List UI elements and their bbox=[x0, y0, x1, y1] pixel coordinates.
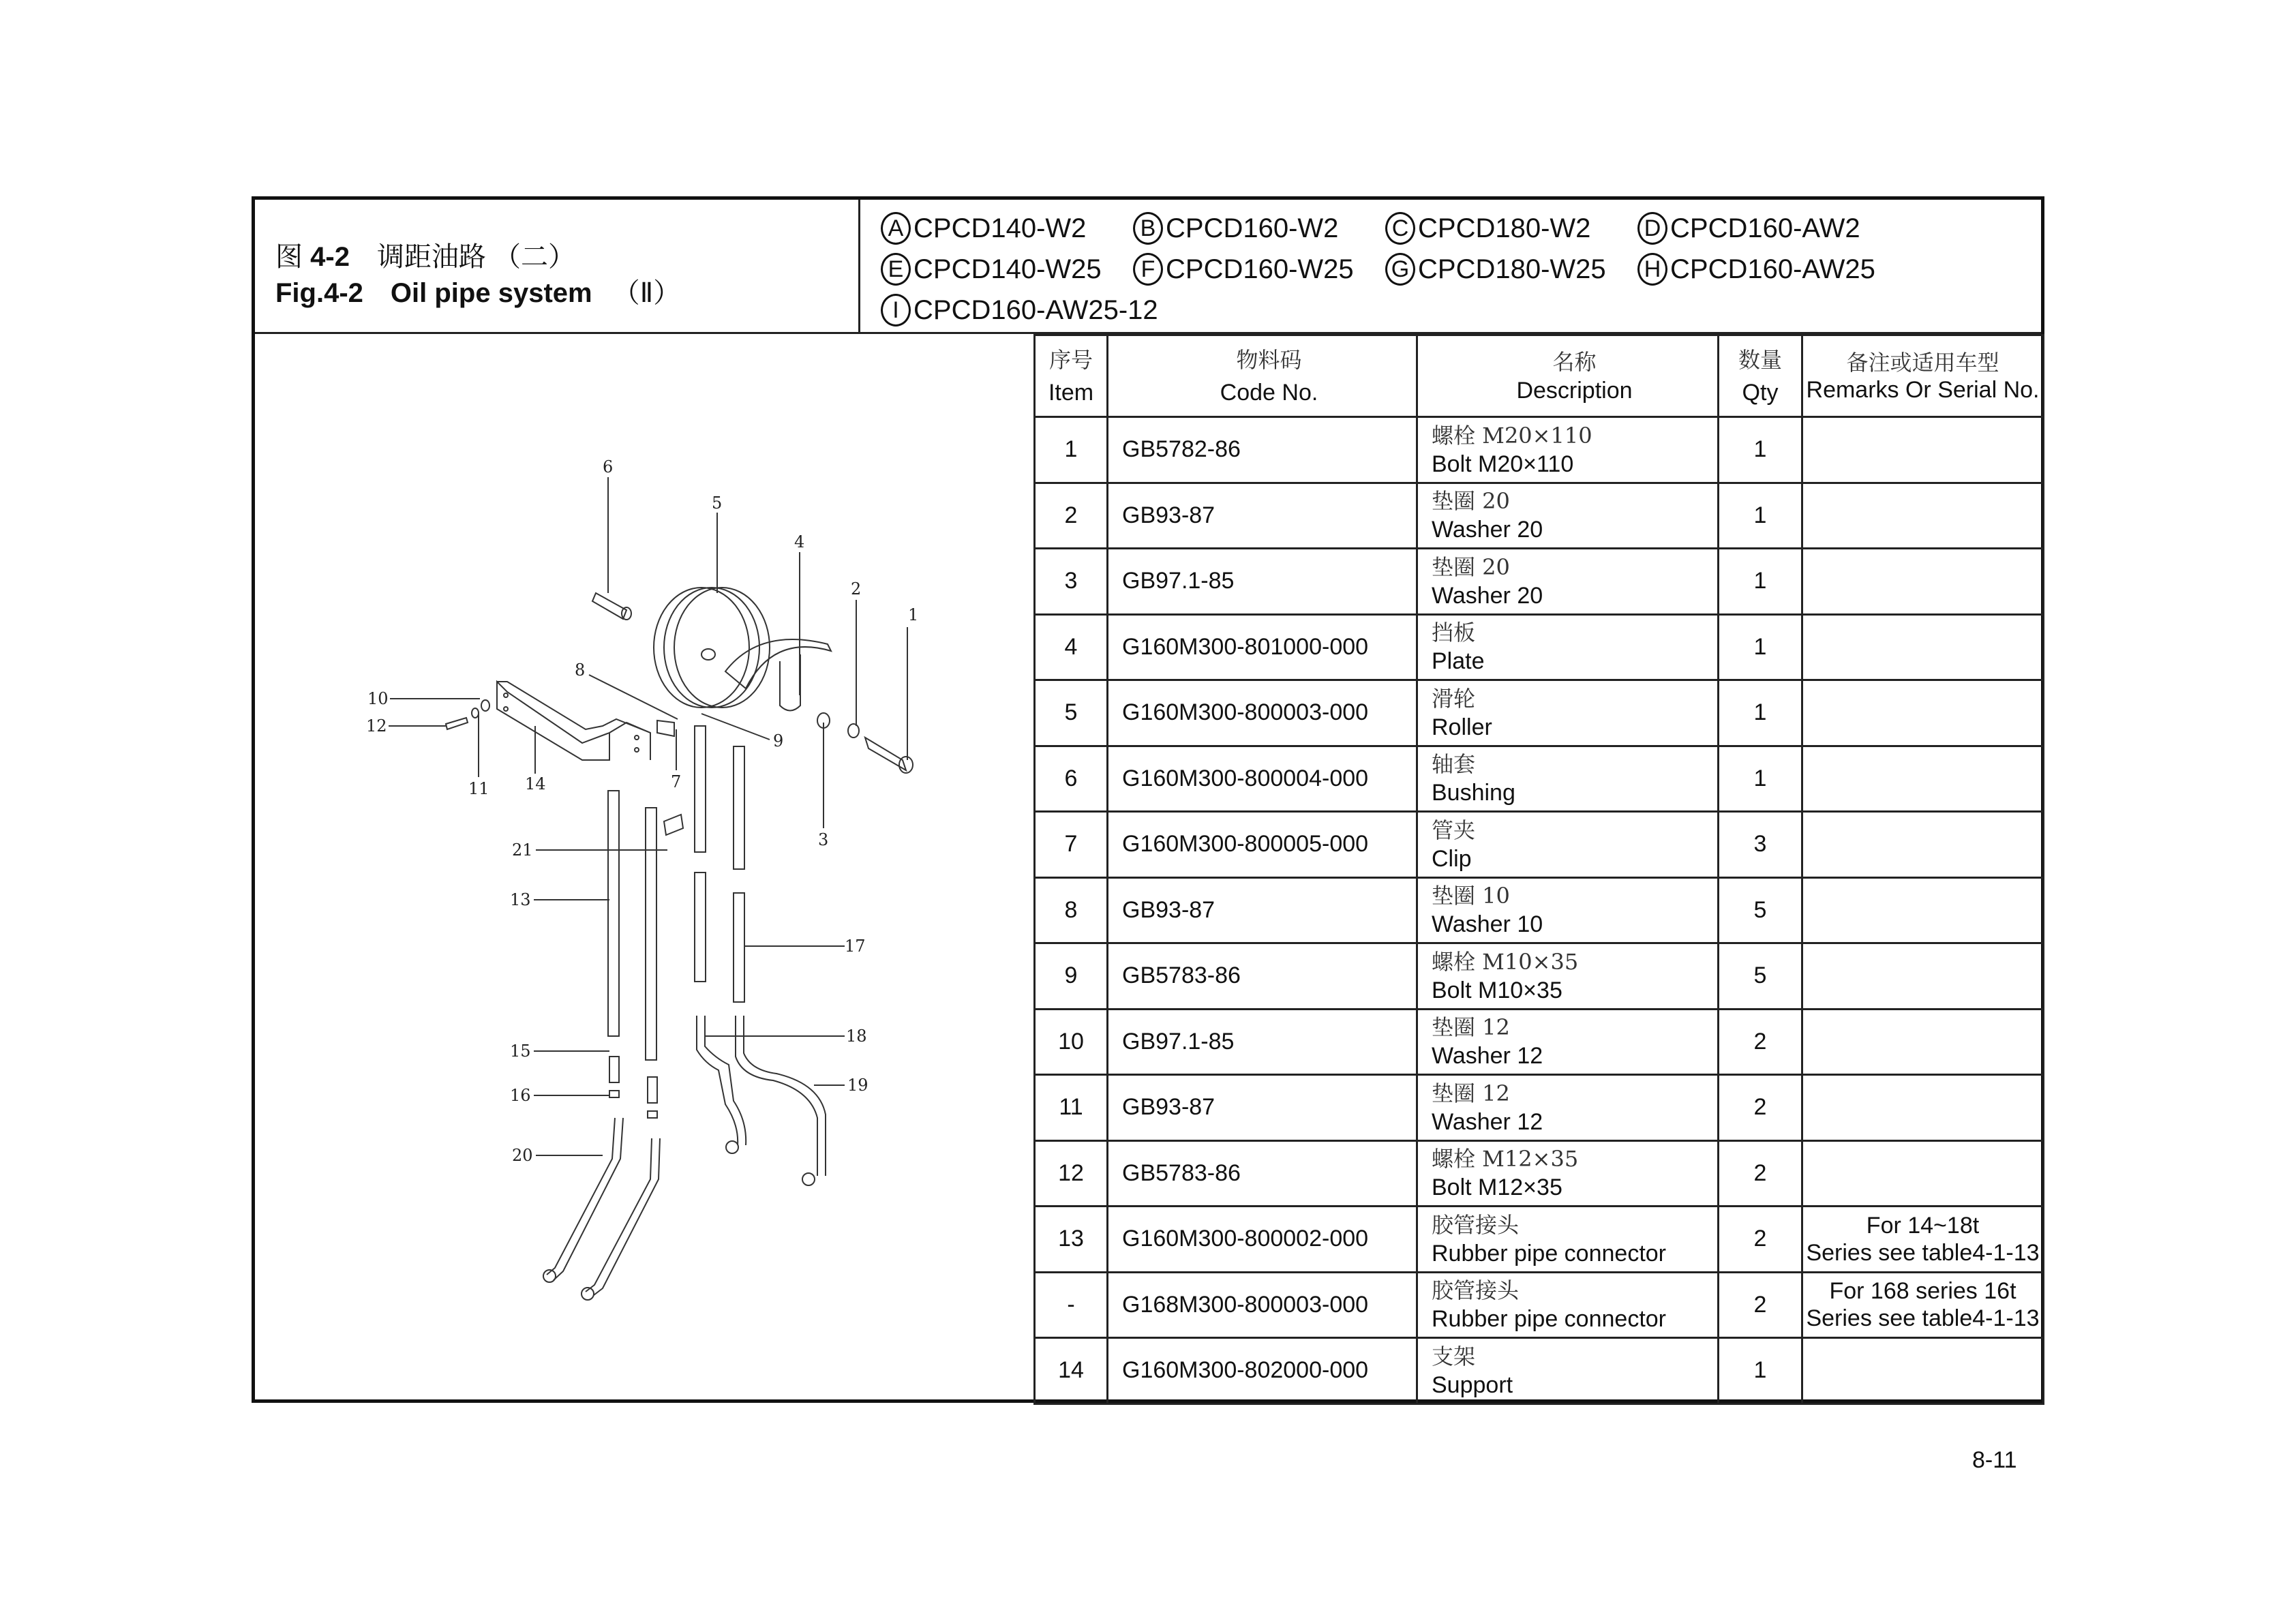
callout-11: 11 bbox=[468, 779, 489, 798]
cell-code: GB93-87 bbox=[1108, 1075, 1417, 1141]
plate-part bbox=[725, 639, 831, 710]
model-name: CPCD160-W25 bbox=[1166, 254, 1354, 284]
cell-remarks bbox=[1802, 1272, 2044, 1338]
callout-2: 2 bbox=[851, 579, 862, 598]
table-row bbox=[1035, 1272, 2044, 1338]
figure-title-cn bbox=[275, 235, 575, 274]
model-g bbox=[1385, 253, 1606, 286]
model-i bbox=[881, 294, 1158, 327]
description-cn: 挡板 bbox=[1432, 620, 1476, 646]
callout-16: 16 bbox=[510, 1086, 531, 1105]
parts-table bbox=[1033, 334, 2044, 1405]
cell-remarks bbox=[1802, 614, 2044, 680]
description-en: Bolt M20×110 bbox=[1432, 451, 1574, 477]
model-name: CPCD140-W25 bbox=[913, 254, 1102, 284]
callout-18: 18 bbox=[846, 1027, 867, 1046]
description-en: Washer 12 bbox=[1432, 1108, 1543, 1135]
cell-qty: 1 bbox=[1719, 417, 1802, 483]
circled-letter-icon: A bbox=[881, 212, 911, 245]
callout-14: 14 bbox=[525, 774, 546, 793]
cell-code: G160M300-802000-000 bbox=[1108, 1338, 1417, 1404]
remarks-line-2: Series see table4-1-13 bbox=[1806, 1305, 2040, 1332]
description-en: Plate bbox=[1432, 648, 1485, 675]
cell-description bbox=[1417, 812, 1719, 878]
cell-qty: 2 bbox=[1719, 1075, 1802, 1141]
bushing-part bbox=[592, 593, 631, 620]
cell-qty: 1 bbox=[1719, 1338, 1802, 1404]
cell-item: 4 bbox=[1035, 614, 1108, 680]
callout-6: 6 bbox=[603, 457, 614, 476]
cell-code: GB5782-86 bbox=[1108, 417, 1417, 483]
model-name: CPCD140-W2 bbox=[913, 213, 1087, 243]
cell-code: GB93-87 bbox=[1108, 483, 1417, 549]
cell-qty: 1 bbox=[1719, 680, 1802, 746]
oil-pipes bbox=[543, 726, 829, 1300]
cell-description bbox=[1417, 1207, 1719, 1273]
description-cn: 垫圈 12 bbox=[1432, 1014, 1510, 1041]
description-cn: 支架 bbox=[1432, 1343, 1476, 1369]
table-row bbox=[1035, 680, 2044, 746]
description-en: Washer 12 bbox=[1432, 1043, 1543, 1070]
cell-item: 7 bbox=[1035, 812, 1108, 878]
figure-en-prefix: Fig.4-2 bbox=[275, 278, 363, 308]
remarks-line-2: Series see table4-1-13 bbox=[1806, 1239, 2040, 1266]
description-cn: 垫圈 20 bbox=[1432, 553, 1510, 580]
description-en: Bolt M12×35 bbox=[1432, 1174, 1562, 1201]
cell-description bbox=[1417, 746, 1719, 812]
callout-13: 13 bbox=[510, 890, 531, 909]
cell-description bbox=[1417, 1075, 1719, 1141]
cell-remarks bbox=[1802, 417, 2044, 483]
model-f bbox=[1133, 253, 1354, 286]
page-number: 8-11 bbox=[1972, 1447, 2017, 1473]
figure-en-title: Oil pipe system bbox=[390, 278, 592, 308]
cell-description bbox=[1417, 417, 1719, 483]
cell-qty: 2 bbox=[1719, 1140, 1802, 1207]
description-en: Rubber pipe connector bbox=[1432, 1306, 1667, 1333]
description-cn: 垫圈 12 bbox=[1432, 1080, 1510, 1106]
figure-cn-prefix: 图 bbox=[275, 242, 311, 272]
description-en: Support bbox=[1432, 1371, 1513, 1398]
callout-19: 19 bbox=[847, 1076, 868, 1095]
figure-en-suffix: （Ⅱ） bbox=[612, 278, 681, 308]
model-name: CPCD160-AW25-12 bbox=[913, 294, 1158, 325]
table-row bbox=[1035, 483, 2044, 549]
callout-10: 10 bbox=[367, 689, 389, 708]
table-row bbox=[1035, 1338, 2044, 1404]
header-code-cn: 物料码 bbox=[1236, 346, 1302, 373]
cell-qty: 1 bbox=[1719, 549, 1802, 615]
description-cn: 螺栓 M20×110 bbox=[1432, 422, 1592, 449]
cell-code: GB93-87 bbox=[1108, 877, 1417, 943]
header-description bbox=[1417, 335, 1719, 417]
model-c bbox=[1385, 212, 1590, 245]
circled-letter-icon: E bbox=[881, 253, 911, 286]
cell-item: - bbox=[1035, 1272, 1108, 1338]
table-row bbox=[1035, 1207, 2044, 1273]
header-qty-cn: 数量 bbox=[1738, 346, 1782, 373]
cell-remarks bbox=[1802, 746, 2044, 812]
table-row bbox=[1035, 1009, 2044, 1075]
header-code-en: Code No. bbox=[1220, 379, 1318, 406]
cell-qty: 1 bbox=[1719, 746, 1802, 812]
circled-letter-icon: F bbox=[1133, 253, 1163, 286]
model-e bbox=[881, 253, 1102, 286]
header-item-en: Item bbox=[1048, 379, 1094, 406]
callout-5: 5 bbox=[712, 494, 723, 513]
circled-letter-icon: D bbox=[1637, 212, 1667, 245]
cell-remarks bbox=[1802, 812, 2044, 878]
description-cn: 滑轮 bbox=[1432, 685, 1476, 712]
circled-letter-icon: C bbox=[1385, 212, 1415, 245]
figure-title-en bbox=[275, 271, 680, 310]
callout-3: 3 bbox=[818, 830, 829, 849]
description-cn: 胶管接头 bbox=[1432, 1211, 1520, 1238]
cell-code: G168M300-800003-000 bbox=[1108, 1272, 1417, 1338]
cell-qty: 5 bbox=[1719, 943, 1802, 1010]
cell-remarks bbox=[1802, 483, 2044, 549]
circled-letter-icon: B bbox=[1133, 212, 1163, 245]
clip-part bbox=[657, 721, 674, 736]
table-row bbox=[1035, 812, 2044, 878]
cell-code: GB97.1-85 bbox=[1108, 549, 1417, 615]
cell-remarks bbox=[1802, 1140, 2044, 1207]
cell-code: G160M300-800005-000 bbox=[1108, 812, 1417, 878]
cell-item: 2 bbox=[1035, 483, 1108, 549]
table-header-row bbox=[1035, 335, 2044, 417]
table-row bbox=[1035, 746, 2044, 812]
model-name: CPCD160-AW2 bbox=[1670, 213, 1860, 243]
description-cn: 管夹 bbox=[1432, 817, 1476, 843]
model-name: CPCD160-W2 bbox=[1166, 213, 1339, 243]
header-desc-en: Description bbox=[1516, 377, 1633, 404]
figure-cn-number: 4-2 bbox=[310, 242, 350, 272]
callout-4: 4 bbox=[794, 532, 805, 551]
cell-code: G160M300-800002-000 bbox=[1108, 1207, 1417, 1273]
cell-description bbox=[1417, 549, 1719, 615]
cell-item: 14 bbox=[1035, 1338, 1108, 1404]
description-en: Bushing bbox=[1432, 780, 1515, 806]
header-qty bbox=[1719, 335, 1802, 417]
header-remarks-en: Remarks Or Serial No. bbox=[1806, 376, 2040, 403]
model-name: CPCD180-W2 bbox=[1418, 213, 1591, 243]
cell-remarks bbox=[1802, 1338, 2044, 1404]
cell-description bbox=[1417, 1140, 1719, 1207]
cell-description bbox=[1417, 483, 1719, 549]
cell-item: 1 bbox=[1035, 417, 1108, 483]
description-en: Clip bbox=[1432, 845, 1472, 872]
header-item-cn: 序号 bbox=[1048, 346, 1093, 373]
model-a bbox=[881, 212, 1086, 245]
support-bracket bbox=[446, 682, 650, 760]
cell-item: 13 bbox=[1035, 1207, 1108, 1273]
callout-numbers bbox=[366, 457, 918, 1165]
callout-20: 20 bbox=[512, 1146, 533, 1165]
cell-description bbox=[1417, 1272, 1719, 1338]
cell-code: G160M300-800004-000 bbox=[1108, 746, 1417, 812]
description-cn: 垫圈 20 bbox=[1432, 488, 1510, 515]
cell-remarks bbox=[1802, 877, 2044, 943]
description-cn: 胶管接头 bbox=[1432, 1277, 1520, 1304]
cell-remarks bbox=[1802, 549, 2044, 615]
exploded-view-drawing bbox=[255, 334, 1036, 1399]
cell-description bbox=[1417, 877, 1719, 943]
cell-qty: 2 bbox=[1719, 1207, 1802, 1273]
roller-part bbox=[654, 588, 770, 708]
table-row bbox=[1035, 877, 2044, 943]
description-en: Bolt M10×35 bbox=[1432, 977, 1562, 1003]
bolt-and-washers bbox=[817, 713, 913, 773]
header-code bbox=[1108, 335, 1417, 417]
cell-qty: 3 bbox=[1719, 812, 1802, 878]
cell-item: 3 bbox=[1035, 549, 1108, 615]
cell-description bbox=[1417, 614, 1719, 680]
table-row bbox=[1035, 549, 2044, 615]
description-en: Washer 20 bbox=[1432, 582, 1543, 609]
header-remarks-cn: 备注或适用车型 bbox=[1846, 349, 1999, 376]
cell-qty: 1 bbox=[1719, 483, 1802, 549]
parts-sheet-frame bbox=[252, 196, 2044, 1403]
figure-cn-title: 调距油路 （二） bbox=[376, 242, 576, 272]
cell-description bbox=[1417, 680, 1719, 746]
remarks-line-1: For 168 series 16t bbox=[1829, 1278, 2016, 1305]
cell-description bbox=[1417, 1009, 1719, 1075]
table-row bbox=[1035, 417, 2044, 483]
description-cn: 垫圈 10 bbox=[1432, 883, 1510, 909]
table-row bbox=[1035, 943, 2044, 1010]
cell-qty: 2 bbox=[1719, 1272, 1802, 1338]
table-row bbox=[1035, 1075, 2044, 1141]
callout-9: 9 bbox=[773, 731, 784, 750]
oil-pipe-exploded-diagram bbox=[255, 334, 1033, 1403]
cell-code: G160M300-800003-000 bbox=[1108, 680, 1417, 746]
circled-letter-icon: G bbox=[1385, 253, 1415, 286]
cell-item: 12 bbox=[1035, 1140, 1108, 1207]
cell-qty: 5 bbox=[1719, 877, 1802, 943]
description-cn: 螺栓 M12×35 bbox=[1432, 1146, 1579, 1172]
table-row bbox=[1035, 614, 2044, 680]
description-en: Roller bbox=[1432, 714, 1492, 740]
callout-12: 12 bbox=[366, 716, 387, 735]
callout-17: 17 bbox=[845, 937, 866, 956]
circled-letter-icon: I bbox=[881, 294, 911, 327]
cell-item: 10 bbox=[1035, 1009, 1108, 1075]
header-item bbox=[1035, 335, 1108, 417]
cell-code: GB5783-86 bbox=[1108, 943, 1417, 1010]
cell-remarks bbox=[1802, 1009, 2044, 1075]
cell-remarks bbox=[1802, 943, 2044, 1010]
callout-7: 7 bbox=[671, 772, 682, 791]
cell-qty: 1 bbox=[1719, 614, 1802, 680]
cell-remarks bbox=[1802, 680, 2044, 746]
model-name: CPCD160-AW25 bbox=[1670, 254, 1875, 284]
callout-8: 8 bbox=[575, 661, 586, 680]
callout-1: 1 bbox=[908, 605, 919, 624]
model-name: CPCD180-W25 bbox=[1418, 254, 1606, 284]
parts-table-body bbox=[1035, 417, 2044, 1404]
model-b bbox=[1133, 212, 1338, 245]
cell-code: GB5783-86 bbox=[1108, 1140, 1417, 1207]
cell-code: G160M300-801000-000 bbox=[1108, 614, 1417, 680]
description-en: Rubber pipe connector bbox=[1432, 1240, 1667, 1266]
applicable-models bbox=[860, 200, 2041, 334]
leader-lines bbox=[389, 477, 907, 1155]
cell-description bbox=[1417, 1338, 1719, 1404]
cell-remarks bbox=[1802, 1075, 2044, 1141]
header-desc-cn: 名称 bbox=[1552, 348, 1597, 375]
cell-item: 11 bbox=[1035, 1075, 1108, 1141]
cell-qty: 2 bbox=[1719, 1009, 1802, 1075]
cell-item: 6 bbox=[1035, 746, 1108, 812]
cell-item: 8 bbox=[1035, 877, 1108, 943]
cell-remarks bbox=[1802, 1207, 2044, 1273]
description-en: Washer 10 bbox=[1432, 911, 1543, 938]
table-row bbox=[1035, 1140, 2044, 1207]
description-cn: 螺栓 M10×35 bbox=[1432, 948, 1579, 975]
model-h bbox=[1637, 253, 1875, 286]
cell-item: 5 bbox=[1035, 680, 1108, 746]
figure-title-cell bbox=[255, 200, 860, 334]
model-d bbox=[1637, 212, 1860, 245]
callout-15: 15 bbox=[510, 1042, 531, 1061]
cell-code: GB97.1-85 bbox=[1108, 1009, 1417, 1075]
cell-item: 9 bbox=[1035, 943, 1108, 1010]
cell-description bbox=[1417, 943, 1719, 1010]
remarks-line-1: For 14~18t bbox=[1866, 1212, 1980, 1239]
circled-letter-icon: H bbox=[1637, 253, 1667, 286]
header-remarks bbox=[1802, 335, 2044, 417]
description-en: Washer 20 bbox=[1432, 517, 1543, 543]
header-qty-en: Qty bbox=[1742, 379, 1779, 406]
callout-21: 21 bbox=[512, 840, 533, 860]
description-cn: 轴套 bbox=[1432, 751, 1476, 778]
